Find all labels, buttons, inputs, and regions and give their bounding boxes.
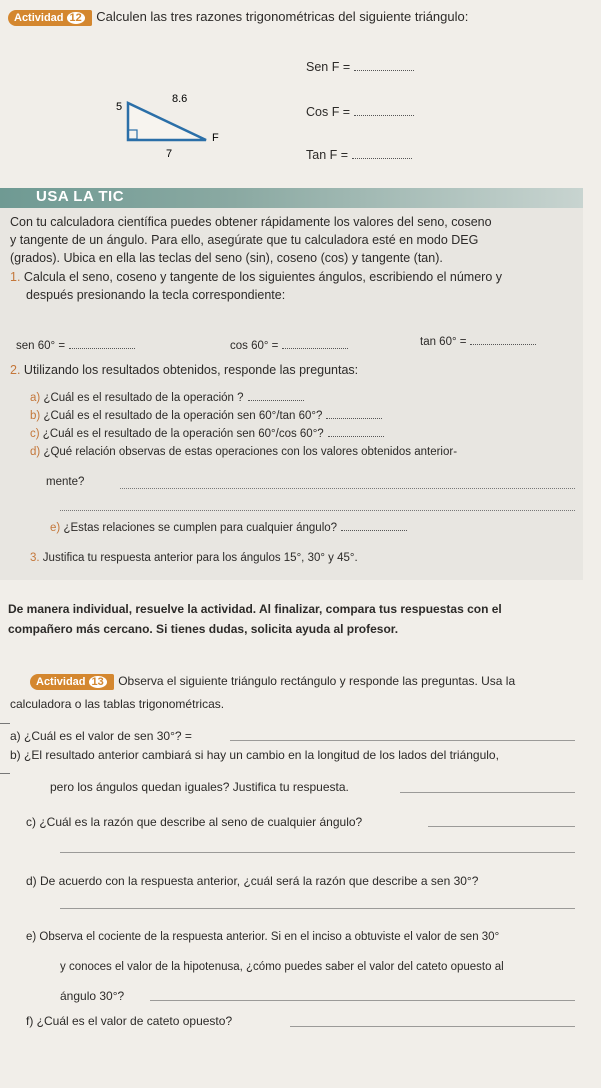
item-1-text: Calcula el seno, coseno y tangente de los siguientes ángulos, escribiendo el número y [23,270,502,284]
sen-f-label: Sen F = [306,60,351,74]
qe-blank[interactable] [341,529,407,531]
tic-item-1 [10,268,502,286]
qa-answer-line[interactable] [230,740,575,741]
qb-answer-line[interactable] [400,792,575,793]
qa-blank[interactable] [248,399,304,401]
qc-answer-line-2[interactable] [60,852,575,853]
qe13-answer-line[interactable] [150,1000,575,1001]
individual-line-2: compañero más cercano. Si tienes dudas, solicita ayuda al profesor. [8,622,399,636]
activity-13-intro-2: calculadora o las tablas trigonométricas. [10,697,225,711]
activity-13-badge [30,674,114,690]
tic-question-a [30,392,304,404]
cos60-blank[interactable] [282,347,348,349]
act13-question-d: d) De acuerdo con la respuesta anterior, ¿cuál será la razón que describe a sen 30°? [26,874,479,888]
sen-f-blank[interactable] [354,69,414,71]
tic-title: USA LA TIC [36,188,125,205]
qc-answer-line[interactable] [428,826,575,827]
activity-12-number: 12 [67,12,85,24]
act13-question-c: c) ¿Cuál es la razón que describe al seno de cualquier ángulo? [26,815,363,829]
sen60-label: sen 60° = [16,340,66,352]
activity-13-header [30,672,515,690]
item-2-text: Utilizando los resultados obtenidos, responde las preguntas: [23,363,359,377]
triangle-figure [110,85,230,165]
qd-letter: d) [30,446,41,458]
sen60-blank[interactable] [69,347,135,349]
tic-intro-2: y tangente de un ángulo. Para ello, asegúrate que tu calculadora esté en modo DEG [10,233,479,247]
sen60-row [16,340,135,352]
tan60-label: tan 60° = [420,336,467,348]
vertex-label: F [212,132,219,144]
item-1-number: 1. [10,270,21,284]
tic-intro-3: (grados). Ubica en ella las teclas del seno (sin), coseno (cos) y tangente (tan). [10,251,443,265]
act13-question-e-2: y conoces el valor de la hipotenusa, ¿cómo puedes saber el valor del cateto opuesto al [60,961,504,973]
item-3-text: Justifica tu respuesta anterior para los ángulos 15°, 30° y 45°. [42,552,358,564]
tic-item-1-cont: después presionando la tecla correspondiente: [26,288,286,302]
act13-question-f: f) ¿Cuál es el valor de cateto opuesto? [26,1014,233,1028]
side-left-label: 5 [116,101,123,113]
tic-item-3 [30,552,358,564]
tan-f-row [306,146,412,164]
tan60-row [420,336,536,348]
tic-question-d [30,446,457,458]
qa-letter: a) [30,392,41,404]
activity-13-word: Actividad [36,676,86,688]
cos60-row [230,340,348,352]
activity-13-number: 13 [89,676,107,688]
act13-question-b-1: b) ¿El resultado anterior cambiará si hay un cambio en la longitud de los lados del triángulo, [10,748,499,762]
cos-f-row [306,103,414,121]
activity-13-intro-1: Observa el siguiente triángulo rectángulo y responde las preguntas. Usa la [118,674,516,688]
qa-text: ¿Cuál es el resultado de la operación ? [43,392,244,404]
act13-question-e-1: e) Observa el cociente de la respuesta anterior. Si en el inciso a obtuviste el valor de sen 30° [26,931,500,943]
tan60-blank[interactable] [470,343,536,345]
binding-mark-1 [0,723,10,724]
hypotenuse-label: 8.6 [172,93,188,105]
activity-12-header [8,8,468,26]
activity-12-instruction: Calculen las tres razones trigonométricas del siguiente triángulo: [96,9,469,24]
qd-answer-line-2[interactable] [60,510,575,511]
cos60-label: cos 60° = [230,340,279,352]
tic-item-2 [10,361,358,379]
item-2-number: 2. [10,363,21,377]
cos-f-label: Cos F = [306,105,351,119]
tic-question-d-cont: mente? [46,476,85,488]
triangle-shape [128,103,206,140]
activity-12-badge [8,10,92,26]
base-label: 7 [166,148,173,160]
qb-blank[interactable] [326,417,382,419]
qf13-answer-line[interactable] [290,1026,575,1027]
qc-text: ¿Cuál es el resultado de la operación sen 60°/cos 60°? [42,428,324,440]
act13-question-a: a) ¿Cuál es el valor de sen 30°? = [10,729,192,743]
activity-12-word: Actividad [14,12,64,24]
tic-intro-1: Con tu calculadora científica puedes obtener rápidamente los valores del seno, coseno [10,215,492,229]
qb-text: ¿Cuál es el resultado de la operación sen 60°/tan 60°? [43,410,323,422]
qe-text: ¿Estas relaciones se cumplen para cualquier ángulo? [63,522,338,534]
tan-f-blank[interactable] [352,157,412,159]
qd-text: ¿Qué relación observas de estas operaciones con los valores obtenidos anterior- [43,446,458,458]
item-3-number: 3. [30,552,40,564]
qe-letter: e) [50,522,61,534]
qd-answer-line-1[interactable] [120,488,575,489]
tic-question-b [30,410,382,422]
act13-question-e-3: ángulo 30°? [60,989,125,1003]
sen-f-row [306,58,414,76]
act13-question-b-2: pero los ángulos quedan iguales? Justifica tu respuesta. [50,780,349,794]
tic-question-e [50,522,407,534]
binding-mark-2 [0,773,10,774]
individual-line-1: De manera individual, resuelve la actividad. Al finalizar, compara tus respuestas con el [8,602,502,616]
qc-blank[interactable] [328,435,384,437]
tic-question-c [30,428,384,440]
cos-f-blank[interactable] [354,114,414,116]
qc-letter: c) [30,428,40,440]
tan-f-label: Tan F = [306,148,349,162]
qd13-answer-line[interactable] [60,908,575,909]
qb-letter: b) [30,410,41,422]
